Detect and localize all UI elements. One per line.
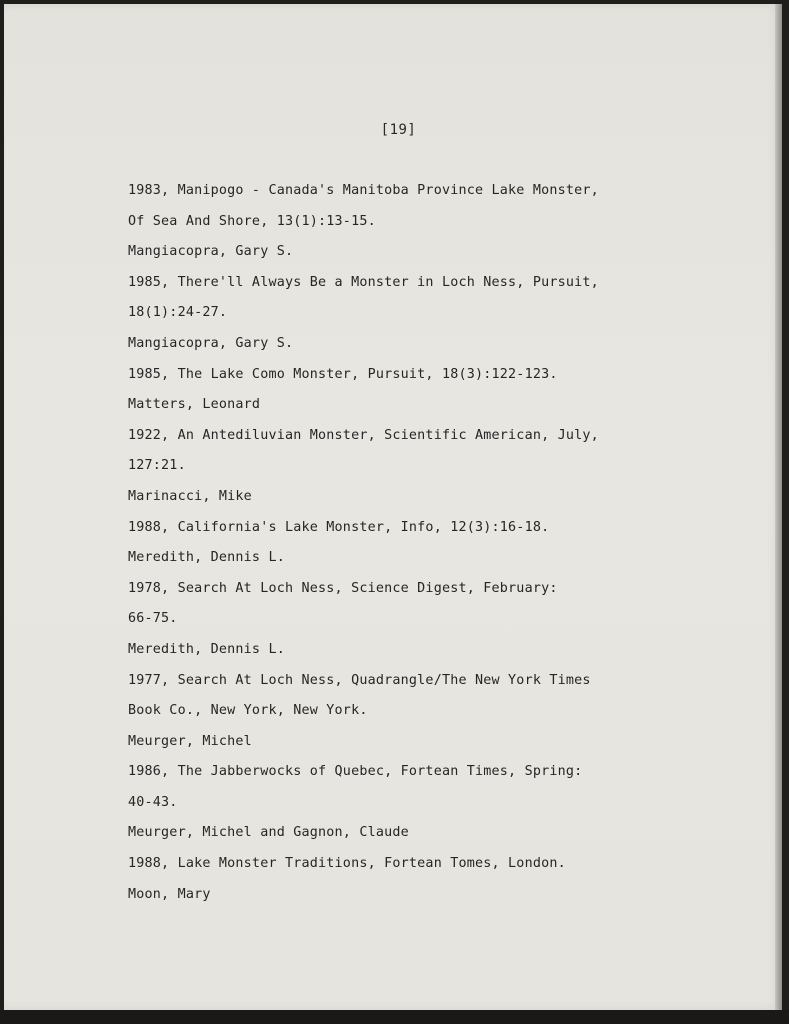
bibliography-line: 1985, There'll Always Be a Monster in Loch Ness, Pursuit, [128, 274, 599, 290]
bibliography-line: Of Sea And Shore, 13(1):13-15. [128, 213, 376, 229]
document-page [4, 4, 782, 1010]
bibliography-list [128, 180, 688, 914]
bibliography-line: 1983, Manipogo - Canada's Manitoba Province Lake Monster, [128, 183, 599, 198]
bibliography-line: 66-75. [128, 611, 178, 627]
bibliography-line: 1988, Lake Monster Traditions, Fortean Tomes, London. [128, 856, 566, 872]
bibliography-line: 40-43. [128, 794, 178, 810]
bibliography-line: 1922, An Antediluvian Monster, Scientific American, July, [128, 427, 599, 443]
bibliography-line: 1978, Search At Loch Ness, Science Digest, February: [128, 580, 558, 596]
page-edge-shadow [775, 4, 782, 1010]
bibliography-line: 18(1):24-27. [128, 305, 228, 321]
page-bottom-edge [0, 1010, 789, 1024]
bibliography-line: Meurger, Michel [128, 733, 252, 749]
bibliography-line: Marinacci, Mike [128, 488, 252, 504]
bibliography-line: Mangiacopra, Gary S. [128, 335, 294, 351]
page-number: [19] [380, 122, 417, 138]
bibliography-line: 1988, California's Lake Monster, Info, 12(3):16-18. [128, 519, 550, 535]
bibliography-line: 1985, The Lake Como Monster, Pursuit, 18(3):122-123. [128, 366, 558, 382]
bibliography-line: Meredith, Dennis L. [128, 641, 285, 657]
bibliography-line: Meredith, Dennis L. [128, 550, 285, 566]
bibliography-line: 127:21. [128, 458, 186, 474]
bibliography-line: Matters, Leonard [128, 397, 261, 413]
bibliography-line: 1986, The Jabberwocks of Quebec, Fortean Times, Spring: [128, 764, 583, 780]
bibliography-line: Book Co., New York, New York. [128, 703, 368, 719]
bibliography-line: Mangiacopra, Gary S. [128, 244, 294, 260]
bibliography-line: Meurger, Michel and Gagnon, Claude [128, 825, 409, 841]
bibliography-line: 1977, Search At Loch Ness, Quadrangle/The New York Times [128, 672, 591, 688]
bibliography-line: Moon, Mary [128, 886, 211, 902]
